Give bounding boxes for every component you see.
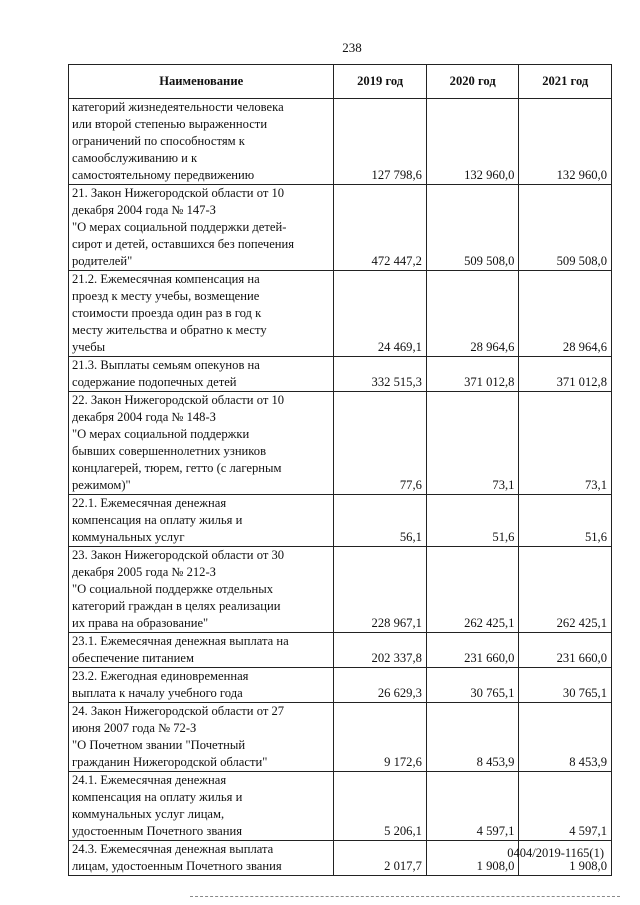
row-name-cell — [69, 841, 334, 876]
row-name-cell — [69, 357, 334, 392]
row-name-line: 22. Закон Нижегородской области от 10 — [72, 393, 285, 407]
row-name-line: выплата к началу учебного года — [72, 686, 243, 700]
row-name-line: 24.3. Ежемесячная денежная выплата — [72, 842, 274, 856]
value-cell-2019: 472 447,2 — [334, 185, 427, 271]
row-name-cell — [69, 99, 334, 185]
value-cell-2021: 4 597,1 — [519, 772, 612, 841]
table-row — [69, 547, 612, 633]
row-name-line: 23.2. Ежегодная единовременная — [72, 669, 249, 683]
row-name-line: бывших совершеннолетних узников — [72, 444, 267, 458]
row-name-line: декабря 2005 года № 212-З — [72, 565, 216, 579]
row-name-line: 24.1. Ежемесячная денежная — [72, 773, 227, 787]
page-number: 238 — [342, 40, 362, 55]
value-cell-2019: 228 967,1 — [334, 547, 427, 633]
row-name-line: июня 2007 года № 72-З — [72, 721, 197, 735]
row-name-line: самообслуживанию и к — [72, 151, 198, 165]
value-cell-2020: 132 960,0 — [426, 99, 519, 185]
table-row — [69, 185, 612, 271]
table-body — [69, 99, 612, 876]
row-name-line: или второй степенью выраженности — [72, 117, 268, 131]
row-name-cell — [69, 392, 334, 495]
row-name-line: коммунальных услуг лицам, — [72, 807, 225, 821]
table-row — [69, 668, 612, 703]
table-row — [69, 271, 612, 357]
value-cell-2020: 371 012,8 — [426, 357, 519, 392]
row-name-line: "О Почетном звании "Почетный — [72, 738, 246, 752]
value-cell-2021: 509 508,0 — [519, 185, 612, 271]
row-name-line: стоимости проезда один раз в год к — [72, 306, 262, 320]
row-name-line: гражданин Нижегородской области" — [72, 755, 268, 769]
value-cell-2019: 9 172,6 — [334, 703, 427, 772]
value-cell-2021: 1 908,0 — [519, 841, 612, 876]
value-cell-2019: 202 337,8 — [334, 633, 427, 668]
value-cell-2019: 332 515,3 — [334, 357, 427, 392]
value-cell-2021: 51,6 — [519, 495, 612, 547]
value-cell-2019: 2 017,7 — [334, 841, 427, 876]
value-cell-2020: 73,1 — [426, 392, 519, 495]
value-cell-2021: 132 960,0 — [519, 99, 612, 185]
value-cell-2020: 1 908,0 — [426, 841, 519, 876]
row-name-cell — [69, 547, 334, 633]
value-cell-2019: 127 798,6 — [334, 99, 427, 185]
row-name-line: лицам, удостоенным Почетного звания — [72, 859, 282, 873]
row-name-line: "О мерах социальной поддержки — [72, 427, 250, 441]
value-cell-2021: 231 660,0 — [519, 633, 612, 668]
row-name-line: 21.2. Ежемесячная компенсация на — [72, 272, 260, 286]
row-name-line: самостоятельному передвижению — [72, 168, 255, 182]
value-cell-2019: 5 206,1 — [334, 772, 427, 841]
value-cell-2020: 4 597,1 — [426, 772, 519, 841]
row-name-line: обеспечение питанием — [72, 651, 194, 665]
row-name-cell — [69, 495, 334, 547]
value-cell-2019: 56,1 — [334, 495, 427, 547]
value-cell-2020: 28 964,6 — [426, 271, 519, 357]
row-name-line: компенсация на оплату жилья и — [72, 790, 243, 804]
table-header-row — [69, 65, 612, 99]
value-cell-2021: 73,1 — [519, 392, 612, 495]
row-name-line: 21.3. Выплаты семьям опекунов на — [72, 358, 260, 372]
row-name-line: 23.1. Ежемесячная денежная выплата на — [72, 634, 289, 648]
table-row — [69, 772, 612, 841]
value-cell-2020: 231 660,0 — [426, 633, 519, 668]
value-cell-2021: 28 964,6 — [519, 271, 612, 357]
value-cell-2020: 8 453,9 — [426, 703, 519, 772]
header-name: Наименование — [69, 65, 334, 99]
row-name-line: месту жительства и обратно к месту — [72, 323, 267, 337]
value-cell-2021: 371 012,8 — [519, 357, 612, 392]
header-2019: 2019 год — [334, 65, 427, 99]
row-name-line: концлагерей, тюрем, гетто (с лагерным — [72, 461, 282, 475]
row-name-cell — [69, 185, 334, 271]
row-name-line: их права на образование" — [72, 616, 209, 630]
table-row — [69, 495, 612, 547]
value-cell-2020: 30 765,1 — [426, 668, 519, 703]
table-row — [69, 392, 612, 495]
document-code: 0404/2019-1165(1) — [507, 846, 604, 860]
header-2021: 2021 год — [519, 65, 612, 99]
row-name-line: проезд к месту учебы, возмещение — [72, 289, 260, 303]
row-name-line: ограничений по способностям к — [72, 134, 245, 148]
row-name-line: 22.1. Ежемесячная денежная — [72, 496, 227, 510]
value-cell-2020: 262 425,1 — [426, 547, 519, 633]
value-cell-2021: 8 453,9 — [519, 703, 612, 772]
row-name-cell — [69, 633, 334, 668]
value-cell-2019: 26 629,3 — [334, 668, 427, 703]
row-name-line: режимом)" — [72, 478, 131, 492]
table-row — [69, 357, 612, 392]
row-name-line: категорий жизнедеятельности человека — [72, 100, 284, 114]
value-cell-2021: 262 425,1 — [519, 547, 612, 633]
row-name-line: коммунальных услуг — [72, 530, 185, 544]
value-cell-2019: 77,6 — [334, 392, 427, 495]
row-name-line: сирот и детей, оставшихся без попечения — [72, 237, 295, 251]
footer-divider — [190, 896, 620, 897]
table-row — [69, 633, 612, 668]
budget-table — [68, 64, 612, 876]
row-name-line: учебы — [72, 340, 106, 354]
header-2020: 2020 год — [426, 65, 519, 99]
row-name-cell — [69, 668, 334, 703]
row-name-line: компенсация на оплату жилья и — [72, 513, 243, 527]
row-name-line: декабря 2004 года № 147-З — [72, 203, 216, 217]
value-cell-2019: 24 469,1 — [334, 271, 427, 357]
value-cell-2020: 509 508,0 — [426, 185, 519, 271]
row-name-line: родителей" — [72, 254, 133, 268]
row-name-line: "О социальной поддержке отдельных — [72, 582, 274, 596]
row-name-line: категорий граждан в целях реализации — [72, 599, 281, 613]
row-name-cell — [69, 772, 334, 841]
row-name-line: "О мерах социальной поддержки детей- — [72, 220, 287, 234]
value-cell-2020: 51,6 — [426, 495, 519, 547]
row-name-cell — [69, 271, 334, 357]
row-name-line: декабря 2004 года № 148-З — [72, 410, 216, 424]
row-name-line: содержание подопечных детей — [72, 375, 237, 389]
table-row — [69, 703, 612, 772]
row-name-line: 23. Закон Нижегородской области от 30 — [72, 548, 285, 562]
row-name-line: 21. Закон Нижегородской области от 10 — [72, 186, 285, 200]
value-cell-2021: 30 765,1 — [519, 668, 612, 703]
row-name-cell — [69, 703, 334, 772]
row-name-line: 24. Закон Нижегородской области от 27 — [72, 704, 285, 718]
row-name-line: удостоенным Почетного звания — [72, 824, 242, 838]
table-row — [69, 99, 612, 185]
